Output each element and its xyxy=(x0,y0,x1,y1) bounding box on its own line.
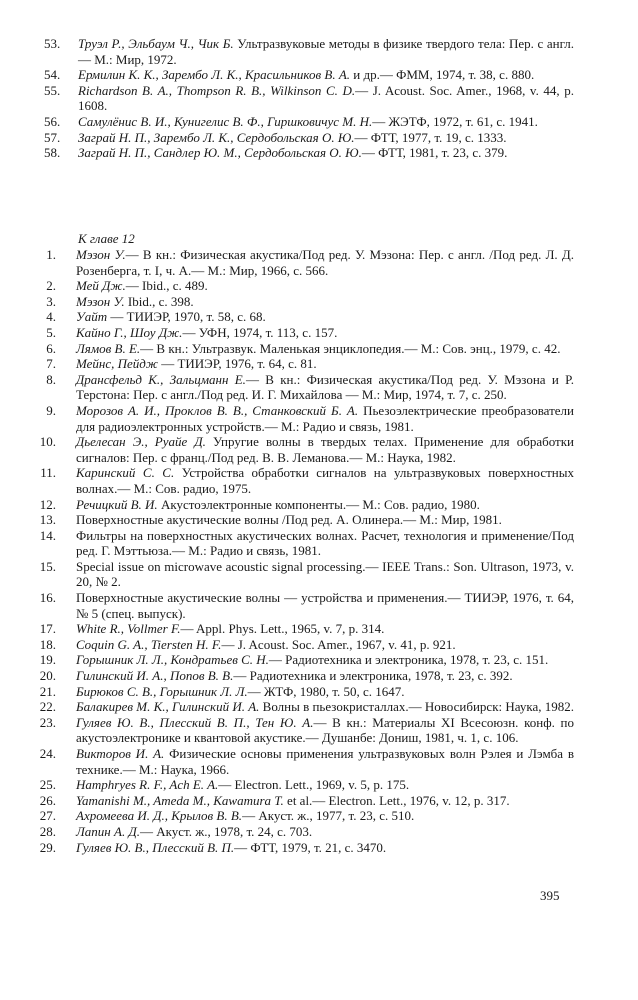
reference-number: 3. xyxy=(46,293,56,309)
reference-text: Ультразвуковые методы в физике твердого тела: Пер. с англ.— М.: Мир, 1972. xyxy=(78,36,574,67)
reference-number: 4. xyxy=(46,309,56,325)
reference-number: 18. xyxy=(39,636,56,652)
reference-text: Пьезоэлектрические преобразователи для радиоэлектронных устройств.— М.: Радио и связь, 1981. xyxy=(76,402,574,434)
reference-item xyxy=(0,465,638,496)
reference-item xyxy=(0,808,638,824)
reference-item xyxy=(0,777,638,793)
reference-authors: Балакирев М. К., Гилинский И. А. xyxy=(76,699,260,715)
reference-text: — В кн.: Ультразвук. Маленькая энциклопедия.— М.: Сов. энц., 1979, с. 42. xyxy=(140,340,561,356)
reference-text: — ФТТ, 1977, т. 19, с. 1333. xyxy=(354,129,507,145)
reference-item xyxy=(0,497,638,513)
reference-authors: Гилинский И. А., Попов В. В. xyxy=(76,668,234,684)
reference-item xyxy=(0,715,638,746)
reference-number: 24. xyxy=(39,746,56,761)
reference-number: 12. xyxy=(39,496,56,512)
reference-authors: Самулёнис В. И., Кунигелис В. Ф., Гиршковичус М. Н. xyxy=(78,113,373,129)
reference-item xyxy=(0,403,638,434)
section-heading: К главе 12 xyxy=(78,231,135,246)
reference-number: 10. xyxy=(39,434,56,450)
reference-text: — В кн.: Физическая акустика/Под ред. У. Мэзона и Р. Терстона: Пер. с англ./Под ред. И. Г. Михайлова — М.: Мир, 1974, т. 7, с. 250. xyxy=(76,371,574,403)
reference-number: 8. xyxy=(46,371,56,387)
reference-number: 11. xyxy=(40,465,56,481)
reference-authors: Заграй Н. П., Зарембо Л. К., Сердобольская О. Ю. xyxy=(78,129,355,145)
reference-item xyxy=(0,621,638,637)
reference-text: — Акуст. ж., 1977, т. 23, с. 510. xyxy=(242,808,415,824)
reference-authors: Гуляев Ю. В., Плесский В. П., Тен Ю. А. xyxy=(76,714,314,730)
reference-item xyxy=(0,746,638,777)
reference-number: 2. xyxy=(46,278,56,294)
reference-number: 9. xyxy=(46,402,56,418)
reference-text: — ФТТ, 1981, т. 23, с. 379. xyxy=(361,145,508,161)
reference-authors: Уайт xyxy=(76,309,108,325)
reference-authors: Каринский С. С. xyxy=(76,465,175,481)
reference-item xyxy=(0,637,638,653)
reference-authors: Richardson B. A., Thompson R. B., Wilkinson C. D. xyxy=(78,82,356,98)
reference-authors: Yamanishi M., Ameda M., Kawamura T. xyxy=(76,792,284,808)
reference-text: и др.— ФММ, 1974, т. 38, с. 880. xyxy=(350,67,535,83)
reference-number: 5. xyxy=(46,324,56,340)
reference-item xyxy=(0,559,638,590)
reference-text: — J. Acoust. Soc. Amer., 1968, v. 44, p. 1608. xyxy=(78,82,574,114)
reference-authors: Дрансфельд К., Зальцманн Е. xyxy=(76,371,246,387)
reference-text: — ФТТ, 1979, т. 21, с. 3470. xyxy=(234,839,387,855)
reference-item xyxy=(0,512,638,528)
reference-list-chapter-12 xyxy=(0,247,638,855)
reference-authors: Заграй Н. П., Сандлер Ю. М., Сердобольская О. Ю. xyxy=(78,145,362,161)
reference-item xyxy=(0,36,638,67)
reference-authors: Морозов А. И., Проклов В. В., Станковский Б. А. xyxy=(76,402,359,418)
reference-item xyxy=(0,824,638,840)
reference-item xyxy=(0,590,638,621)
reference-number: 55. xyxy=(44,82,61,98)
reference-authors: Ахромеева И. Д., Крылов В. В. xyxy=(76,808,243,824)
reference-text: — Electron. Lett., 1969, v. 5, p. 175. xyxy=(218,777,410,793)
reference-item xyxy=(0,684,638,700)
reference-text: — Радиотехника и электроника, 1978, т. 23, с. 392. xyxy=(233,668,513,684)
reference-item xyxy=(0,434,638,465)
reference-number: 21. xyxy=(39,683,56,699)
reference-item xyxy=(0,294,638,310)
reference-item xyxy=(0,83,638,114)
reference-item xyxy=(0,130,638,146)
reference-item xyxy=(0,840,638,856)
reference-authors: Дьелесан Э., Руайе Д. xyxy=(76,434,206,450)
reference-number: 13. xyxy=(39,512,56,528)
reference-item xyxy=(0,699,638,715)
reference-authors: Мейнс, Пейдж xyxy=(76,356,158,372)
reference-text: — УФН, 1974, т. 113, с. 157. xyxy=(182,324,338,340)
reference-text: — Ibid., с. 489. xyxy=(125,278,208,294)
reference-item xyxy=(0,652,638,668)
reference-text: — Appl. Phys. Lett., 1965, v. 7, p. 314. xyxy=(180,621,385,637)
reference-text: — ЖЭТФ, 1972, т. 61, с. 1941. xyxy=(372,113,538,129)
reference-number: 6. xyxy=(46,340,56,356)
reference-number: 19. xyxy=(39,652,56,668)
reference-number: 29. xyxy=(39,839,56,855)
reference-number: 56. xyxy=(44,113,61,129)
reference-authors: Мей Дж. xyxy=(76,278,126,294)
reference-authors: White R., Vollmer F. xyxy=(76,621,181,637)
reference-authors: Лапин А. Д. xyxy=(76,823,140,839)
reference-text: — В кн.: Физическая акустика/Под ред. У. Мэзона: Пер. с англ. /Под ред. Л. Д. Розенберга, т. I, ч. А.— М.: Мир, 1966, с. 566. xyxy=(76,247,574,278)
reference-item xyxy=(0,278,638,294)
reference-item xyxy=(0,341,638,357)
reference-item xyxy=(0,247,638,278)
reference-number: 15. xyxy=(39,558,56,574)
reference-number: 1. xyxy=(46,247,56,262)
reference-number: 53. xyxy=(44,36,61,51)
reference-authors: Горышник Л. Л., Кондратьев С. Н. xyxy=(76,652,269,668)
reference-authors: Речицкий В. И. xyxy=(76,496,158,512)
reference-text: Упругие волны в твердых телах. Применение для обработки сигналов: Пер. с франц./Под ред. В. В. Леманова.— М.: Наука, 1982. xyxy=(76,434,574,465)
reference-number: 28. xyxy=(39,823,56,839)
reference-text: — ТИИЭР, 1970, т. 58, с. 68. xyxy=(107,309,266,325)
reference-text: Волны в пьезокристаллах.— Новосибирск: Наука, 1982. xyxy=(259,699,575,715)
reference-number: 20. xyxy=(39,668,56,684)
reference-item xyxy=(0,145,638,161)
reference-text: Фильтры на поверхностных акустических волнах. Расчет, технология и применение/Под ред. Г. Мэттьюза.— М.: Радио и связь, 1981. xyxy=(76,527,574,559)
reference-item xyxy=(0,668,638,684)
reference-authors: Coquin G. A., Tiersten H. F. xyxy=(76,636,222,652)
reference-authors: Лямов В. Е. xyxy=(76,340,141,356)
reference-number: 17. xyxy=(39,621,56,637)
reference-number: 27. xyxy=(39,808,56,824)
reference-item xyxy=(0,372,638,403)
reference-list-chapter-11 xyxy=(0,36,638,161)
reference-item xyxy=(0,114,638,130)
reference-text: Поверхностные акустические волны /Под ред. А. Олинера.— М.: Мир, 1981. xyxy=(76,512,502,528)
reference-text: Акустоэлектронные компоненты.— М.: Сов. радио, 1980. xyxy=(157,496,480,512)
reference-authors: Hamphryes R. F., Ach E. A. xyxy=(76,777,219,793)
reference-text: Special issue on microwave acoustic signal processing.— IEEE Trans.: Son. Ultrason, 1973, v. 20, № 2. xyxy=(76,558,574,590)
reference-authors: Ермилин К. К., Зарембо Л. К., Красильников В. А. xyxy=(78,67,351,83)
reference-number: 58. xyxy=(44,145,61,161)
reference-item xyxy=(0,793,638,809)
reference-authors: Викторов И. А. xyxy=(76,746,165,761)
reference-authors: Кайно Г., Шоу Дж. xyxy=(76,324,183,340)
reference-text: et al.— Electron. Lett., 1976, v. 12, p. 317. xyxy=(283,792,510,808)
reference-number: 22. xyxy=(39,699,56,715)
page-number: 395 xyxy=(540,888,560,903)
reference-text: Поверхностные акустические волны — устройства и применения.— ТИИЭР, 1976, т. 64, № 5 (спец. выпуск). xyxy=(76,590,574,621)
reference-number: 16. xyxy=(39,590,56,606)
reference-text: — J. Acoust. Soc. Amer., 1967, v. 41, p. 921. xyxy=(221,636,456,652)
reference-number: 14. xyxy=(39,527,56,543)
reference-text: — Акуст. ж., 1978, т. 24, с. 703. xyxy=(139,823,313,839)
reference-text: Ibid., с. 398. xyxy=(124,293,194,309)
reference-text: Физические основы применения ультразвуковых волн Рэлея и Лэмба в технике.— М.: Наука, 1966. xyxy=(76,746,574,777)
reference-number: 7. xyxy=(46,356,56,372)
reference-item xyxy=(0,528,638,559)
reference-item xyxy=(0,67,638,83)
reference-item xyxy=(0,309,638,325)
reference-authors: Труэл Р., Эльбаум Ч., Чик Б. xyxy=(78,36,234,51)
reference-item xyxy=(0,356,638,372)
reference-text: — В кн.: Материалы XI Всесоюзн. конф. по акустоэлектронике и квантовой акустике.— Душанбе: Дониш, 1981, ч. 1, с. 106. xyxy=(76,714,574,746)
reference-number: 23. xyxy=(39,714,56,730)
reference-text: — ЖТФ, 1980, т. 50, с. 1647. xyxy=(247,683,405,699)
reference-number: 54. xyxy=(44,67,61,83)
reference-authors: Мэзон У. xyxy=(76,247,126,262)
reference-authors: Гуляев Ю. В., Плесский В. П. xyxy=(76,839,235,855)
reference-number: 57. xyxy=(44,129,61,145)
reference-text: — Радиотехника и электроника, 1978, т. 23, с. 151. xyxy=(268,652,549,668)
reference-item xyxy=(0,325,638,341)
reference-number: 26. xyxy=(39,792,56,808)
reference-number: 25. xyxy=(39,777,56,793)
reference-text: Устройства обработки сигналов на ультразвуковых поверхностных волнах.— М.: Сов. радио, 1975. xyxy=(76,465,574,496)
reference-authors: Бирюков С. В., Горышник Л. Л. xyxy=(76,683,248,699)
reference-authors: Мэзон У. xyxy=(76,293,125,309)
reference-text: — ТИИЭР, 1976, т. 64, с. 81. xyxy=(157,356,317,372)
